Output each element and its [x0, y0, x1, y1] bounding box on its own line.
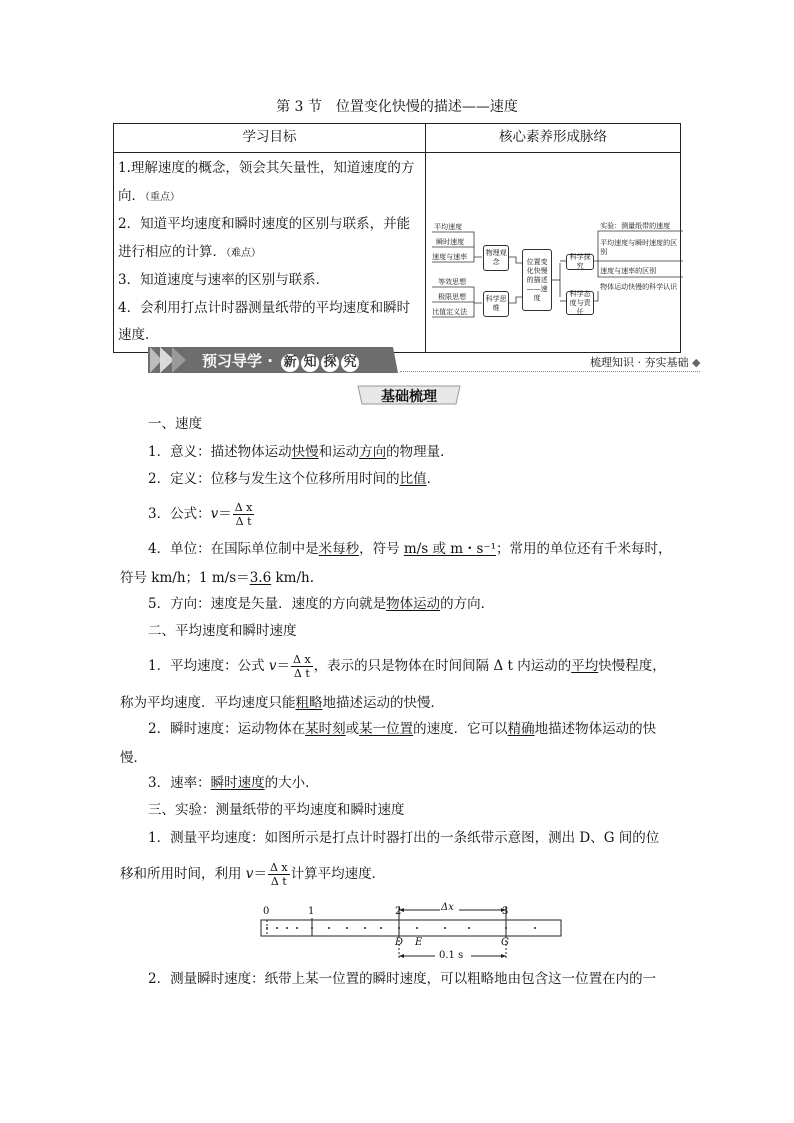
preview-banner [148, 347, 398, 373]
header-core-literacy: 核心素养形成脉络 [426, 124, 681, 153]
paper-tape [255, 900, 567, 970]
banner-char: 知 [301, 354, 319, 372]
banner-dot: · [267, 352, 273, 370]
para-unit-cont: 符号 km/h；1 m/s＝3.6 km/h. [120, 570, 314, 586]
fraction: $\frac{\text{Δ x}}{\text{Δ t}}$ [293, 653, 311, 680]
heading-speed: 一、速度 [148, 416, 202, 432]
mindmap [426, 153, 681, 353]
mindmap-item-limit: 极限思想 [438, 293, 467, 301]
mindmap-item-inst-speed: 瞬时速度 [436, 238, 465, 246]
tape-label-D: D [395, 937, 404, 948]
paper-tape-figure [255, 900, 567, 970]
para-measure-avg: 1．测量平均速度：如图所示是打点计时器打出的一条纸带示意图，测出 D、G 间的位 [148, 830, 660, 846]
diamond-icon: ◆ [692, 356, 701, 369]
tape-dx-label: Δx [441, 902, 454, 913]
header-learning-goals: 学习目标 [114, 124, 426, 153]
mindmap-item-equivalence: 等效思想 [438, 278, 467, 286]
tape-label-0: 0 [263, 906, 270, 917]
goal-3: 3．知道速度与速率的区别与联系． [118, 272, 330, 288]
goal-4: 4．会利用打点计时器测量纸带的平均速度和瞬时速度． [118, 299, 411, 343]
para-direction: 5．方向：速度是矢量．速度的方向就是物体运动的方向． [148, 596, 495, 612]
goal-tag: （重点） [145, 191, 180, 203]
heading-experiment: 三、实验：测量纸带的平均速度和瞬时速度 [148, 802, 405, 818]
tape-label-1: 1 [308, 906, 315, 917]
banner-char: 究 [341, 354, 359, 372]
mindmap-box-explore: 科学探究 [566, 254, 594, 270]
heading-avg-inst: 二、平均速度和瞬时速度 [148, 623, 297, 639]
tape-label-3: 3 [502, 906, 509, 917]
fraction: $\frac{\text{Δ x}}{\text{Δ t}}$ [234, 501, 253, 528]
goal-1: 1.理解速度的概念，领会其矢量性，知道速度的方向．（重点） [118, 160, 415, 204]
mindmap-box-concept: 物理观念 [483, 245, 509, 271]
para-rate: 3．速率：瞬时速度的大小． [148, 775, 319, 791]
goals-table [113, 123, 681, 353]
mindmap-item-ratio: 比值定义法 [432, 308, 468, 316]
mindmap-item-avg-vs-inst: 平均速度与瞬时速度的区别 [600, 239, 678, 256]
mindmap-item-experiment: 实验：测量纸带的速度 [600, 222, 671, 230]
para-measure-avg-cont: 移和所用时间，利用 v＝ $\frac{\text{Δ x}}{\text{Δ t}}$ 计算平均速度． [120, 861, 386, 888]
para-unit: 4．单位：在国际单位制中是米每秒，符号 m/s 或 m・s⁻¹；常用的单位还有千米每时， [148, 541, 672, 557]
fraction: $\frac{\text{Δ x}}{\text{Δ t}}$ [269, 861, 288, 888]
mindmap-item-speed-vs-rate: 速度与速率的区别 [600, 267, 657, 275]
banner-char: 探 [321, 354, 339, 372]
banner-subtitle: 梳理知识 · 夯实基础 ◆ [590, 356, 701, 369]
tape-label-2: 2 [395, 906, 402, 917]
tape-label-E: E [415, 937, 423, 948]
para-definition: 2．定义：位移与发生这个位移所用时间的比值． [148, 471, 441, 487]
section-label: 基础梳理 [356, 384, 462, 406]
tape-label-G: G [501, 937, 509, 948]
mindmap-center: 位置变化快慢的描述——速度 [522, 249, 552, 311]
mindmap-item-scientific: 物体运动快慢的科学认识 [600, 283, 678, 291]
mindmap-box-thinking: 科学思维 [483, 291, 509, 317]
goal-tag: （难点） [226, 247, 261, 259]
mindmap-box-attitude: 科学态度与责任 [566, 291, 594, 315]
banner-rule [400, 371, 700, 373]
para-avg-speed: 1．平均速度：公式 v＝ $\frac{\text{Δ x}}{\text{Δ t}}$ ，表示的只是物体在时间间隔 Δ t 内运动的平均快慢程度， [148, 653, 666, 680]
section-title: 第 3 节 位置变化快慢的描述——速度 [276, 99, 518, 115]
para-formula: 3．公式：v＝ $\frac{\text{Δ x}}{\text{Δ t}}$ [148, 501, 253, 528]
para-inst-speed: 2．瞬时速度：运动物体在某时刻或某一位置的速度．它可以精确地描述物体运动的快 [148, 721, 657, 737]
banner-char: 新 [281, 354, 299, 372]
mindmap-item-speed-rate: 速度与速率 [432, 253, 468, 261]
banner-preview-label: 预习导学 [202, 352, 263, 370]
tape-time-label: 0.1 s [439, 950, 464, 961]
para-measure-inst: 2．测量瞬时速度：纸带上某一位置的瞬时速度，可以粗略地由包含这一位置在内的一 [148, 971, 657, 987]
goal-2: 2．知道平均速度和瞬时速度的区别与联系，并能进行相应的计算．（难点） [118, 216, 411, 260]
mindmap-item-avg-speed: 平均速度 [434, 223, 463, 231]
para-meaning: 1．意义：描述物体运动快慢和运动方向的物理量． [148, 444, 454, 460]
goals-list [114, 153, 426, 353]
para-avg-speed-cont: 称为平均速度．平均速度只能粗略地描述运动的快慢． [120, 695, 444, 711]
para-inst-speed-cont: 慢． [120, 750, 147, 766]
